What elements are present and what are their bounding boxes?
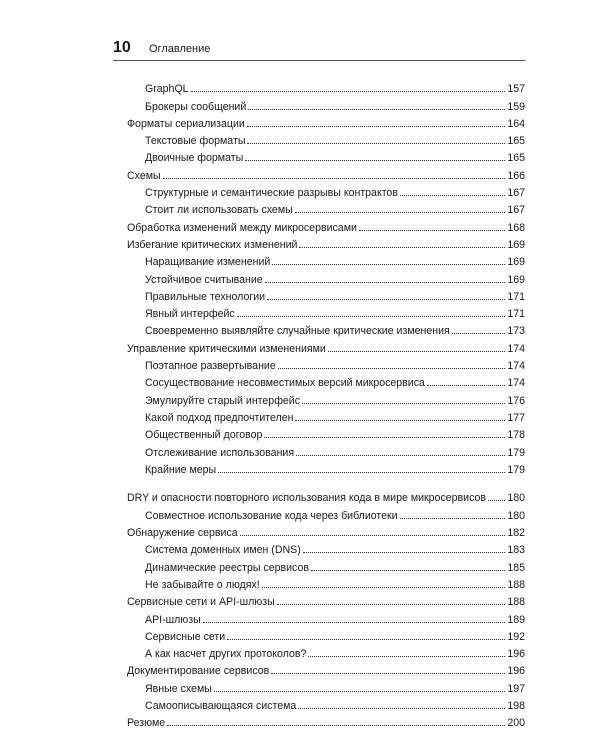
toc-entry[interactable] <box>127 147 525 164</box>
dot-leader <box>303 552 506 553</box>
toc-entry[interactable] <box>127 660 525 677</box>
dot-leader <box>295 212 506 213</box>
toc-entry[interactable] <box>127 199 525 216</box>
toc-entry-title: Система доменных имен (DNS) <box>145 544 301 557</box>
dot-leader <box>227 639 505 640</box>
toc-entry-title: Совместное использование кода через библиотеки <box>145 509 398 522</box>
toc-entry-title: Документирование сервисов <box>127 665 270 678</box>
dot-leader <box>308 656 505 657</box>
toc-entry-title: Брокеры сообщений <box>145 100 247 113</box>
toc-entry[interactable] <box>127 268 525 285</box>
dot-leader <box>400 195 505 196</box>
toc-entry-page: 189 <box>507 613 525 626</box>
toc-entry-page: 157 <box>507 83 525 96</box>
toc-entry-page: 188 <box>507 596 525 609</box>
toc-entry[interactable] <box>127 320 525 337</box>
toc-entry-title: Наращивание изменений <box>145 256 271 269</box>
toc-entry[interactable] <box>127 504 525 521</box>
dot-leader <box>296 455 505 456</box>
dot-leader <box>240 535 506 536</box>
dot-leader <box>191 91 506 92</box>
toc-entry[interactable] <box>127 712 525 729</box>
toc-entry-page: 180 <box>507 509 525 522</box>
toc-entry-title: GraphQL <box>145 83 189 96</box>
toc-entry[interactable] <box>127 95 525 112</box>
toc-entry-page: 179 <box>507 446 525 459</box>
toc-entry-page: 174 <box>507 360 525 373</box>
toc-entry-title: Явные схемы <box>145 682 212 695</box>
dot-leader <box>488 500 505 501</box>
dot-leader <box>267 299 505 300</box>
toc-entry-page: 169 <box>507 256 525 269</box>
toc-entry-page: 171 <box>507 290 525 303</box>
toc-entry-title: Поэтапное развертывание <box>145 360 276 373</box>
toc-entry-title: Обнаружение сервиса <box>127 527 238 540</box>
toc-entry-title: Структурные и семантические разрывы контрактов <box>145 187 398 200</box>
dot-leader <box>427 385 505 386</box>
toc-entry-page: 167 <box>507 204 525 217</box>
toc-entry[interactable] <box>127 182 525 199</box>
toc-entry[interactable] <box>127 574 525 591</box>
toc-entry[interactable] <box>127 78 525 95</box>
dot-leader <box>247 143 505 144</box>
toc-entry-page: 167 <box>507 187 525 200</box>
page-header <box>113 38 525 61</box>
toc-entry-title: Устойчивое считывание <box>145 273 263 286</box>
toc-entry[interactable] <box>127 677 525 694</box>
toc-entry[interactable] <box>127 476 525 505</box>
toc-entry-title: Какой подход предпочтителен <box>145 411 294 424</box>
toc-entry[interactable] <box>127 556 525 573</box>
toc-entry-page: 188 <box>507 578 525 591</box>
toc-entry-page: 177 <box>507 411 525 424</box>
toc-entry[interactable] <box>127 643 525 660</box>
toc-entry-title: DRY и опасности повторного использования кода в мире микросервисов <box>127 492 487 505</box>
toc-entry-page: 180 <box>507 492 525 505</box>
toc-entry-page: 166 <box>507 169 525 182</box>
dot-leader <box>167 725 505 726</box>
dot-leader <box>298 708 505 709</box>
toc-entry[interactable] <box>127 389 525 406</box>
toc-entry[interactable] <box>127 424 525 441</box>
toc-entry[interactable] <box>127 441 525 458</box>
dot-leader <box>299 247 505 248</box>
toc-entry[interactable] <box>127 286 525 303</box>
toc-entry-page: 196 <box>507 648 525 661</box>
toc-entry-page: 168 <box>507 221 525 234</box>
toc-entry-page: 185 <box>507 561 525 574</box>
toc-entry[interactable] <box>127 695 525 712</box>
toc-entry[interactable] <box>127 539 525 556</box>
running-title: Оглавление <box>149 43 211 55</box>
dot-leader <box>272 264 505 265</box>
dot-leader <box>245 160 505 161</box>
toc-entry-page: 159 <box>507 100 525 113</box>
toc-entry[interactable] <box>127 372 525 389</box>
dot-leader <box>278 368 506 369</box>
dot-leader <box>163 178 506 179</box>
toc-entry[interactable] <box>127 164 525 181</box>
toc-entry[interactable] <box>127 591 525 608</box>
dot-leader <box>328 351 505 352</box>
dot-leader <box>218 472 505 473</box>
toc-entry-page: 179 <box>507 463 525 476</box>
toc-entry-page: 198 <box>507 699 525 712</box>
toc-entry-title: Схемы <box>127 169 161 182</box>
dot-leader <box>264 437 505 438</box>
toc-entry-title: API-шлюзы <box>145 613 201 626</box>
toc-entry[interactable] <box>127 522 525 539</box>
dot-leader <box>262 587 506 588</box>
toc-entry-page: 200 <box>507 717 525 730</box>
toc-entry-title: Крайние меры <box>145 463 217 476</box>
toc-entry-page: 197 <box>507 682 525 695</box>
toc-entry-page: 169 <box>507 273 525 286</box>
page-number: 10 <box>113 39 131 56</box>
toc-entry-page: 176 <box>507 394 525 407</box>
toc-entry-page: 169 <box>507 238 525 251</box>
dot-leader <box>248 109 505 110</box>
toc-entry-title: Динамические реестры сервисов <box>145 561 309 574</box>
toc-entry[interactable] <box>127 303 525 320</box>
toc-entry-title: Двоичные форматы <box>145 152 244 165</box>
toc-entry-title: Текстовые форматы <box>145 135 246 148</box>
toc-entry-title: Сервисные сети и API-шлюзы <box>127 596 275 609</box>
toc-entry-title: Обработка изменений между микросервисами <box>127 221 357 234</box>
toc-entry[interactable] <box>127 216 525 233</box>
toc-entry-page: 192 <box>507 630 525 643</box>
toc-entry-page: 178 <box>507 429 525 442</box>
toc-entry[interactable] <box>127 113 525 130</box>
toc-entry-title: Своевременно выявляйте случайные критические изменения <box>145 325 450 338</box>
toc-entry-page: 174 <box>507 377 525 390</box>
toc-entry-title: Сервисные сети <box>145 630 226 643</box>
dot-leader <box>271 673 505 674</box>
toc-entry[interactable] <box>127 407 525 424</box>
toc-entry-title: Резюме <box>127 717 166 730</box>
toc-entry-title: Правильные технологии <box>145 290 266 303</box>
toc-entry-title: Самоописывающаяся система <box>145 699 297 712</box>
toc-entry-title: А как насчет других протоколов? <box>145 648 307 661</box>
dot-leader <box>452 333 506 334</box>
toc-entry[interactable] <box>127 459 525 476</box>
toc-entry-page: 174 <box>507 342 525 355</box>
toc-entry[interactable] <box>127 626 525 643</box>
toc-entry-page: 196 <box>507 665 525 678</box>
toc-entry[interactable] <box>127 234 525 251</box>
toc-entry-page: 164 <box>507 117 525 130</box>
toc-entry-page: 183 <box>507 544 525 557</box>
toc-entry[interactable] <box>127 130 525 147</box>
toc-entry-title: Общественный договор <box>145 429 263 442</box>
toc-entry-title: Избегание критических изменений <box>127 238 298 251</box>
dot-leader <box>265 282 506 283</box>
dot-leader <box>302 403 505 404</box>
toc-entry[interactable] <box>127 355 525 372</box>
toc-entry-title: Явный интерфейс <box>145 308 235 321</box>
dot-leader <box>311 570 505 571</box>
toc-entry-title: Отслеживание использования <box>145 446 295 459</box>
toc-entry-title: Эмулируйте старый интерфейс <box>145 394 301 407</box>
toc-entry[interactable] <box>127 337 525 354</box>
table-of-contents <box>127 78 525 729</box>
toc-entry[interactable] <box>127 251 525 268</box>
dot-leader <box>359 230 505 231</box>
toc-entry-page: 182 <box>507 527 525 540</box>
dot-leader <box>277 604 506 605</box>
dot-leader <box>295 420 505 421</box>
dot-leader <box>247 126 505 127</box>
toc-entry-page: 173 <box>507 325 525 338</box>
dot-leader <box>214 691 505 692</box>
toc-entry-title: Форматы сериализации <box>127 117 245 130</box>
toc-entry-page: 165 <box>507 152 525 165</box>
toc-entry-title: Не забывайте о людях! <box>145 578 260 591</box>
toc-entry[interactable] <box>127 608 525 625</box>
toc-entry-title: Сосуществование несовместимых версий микросервиса <box>145 377 425 390</box>
toc-entry-title: Стоит ли использовать схемы <box>145 204 293 217</box>
toc-entry-page: 165 <box>507 135 525 148</box>
dot-leader <box>203 622 506 623</box>
toc-entry-page: 171 <box>507 308 525 321</box>
dot-leader <box>237 316 506 317</box>
dot-leader <box>400 518 506 519</box>
toc-entry-title: Управление критическими изменениями <box>127 342 326 355</box>
